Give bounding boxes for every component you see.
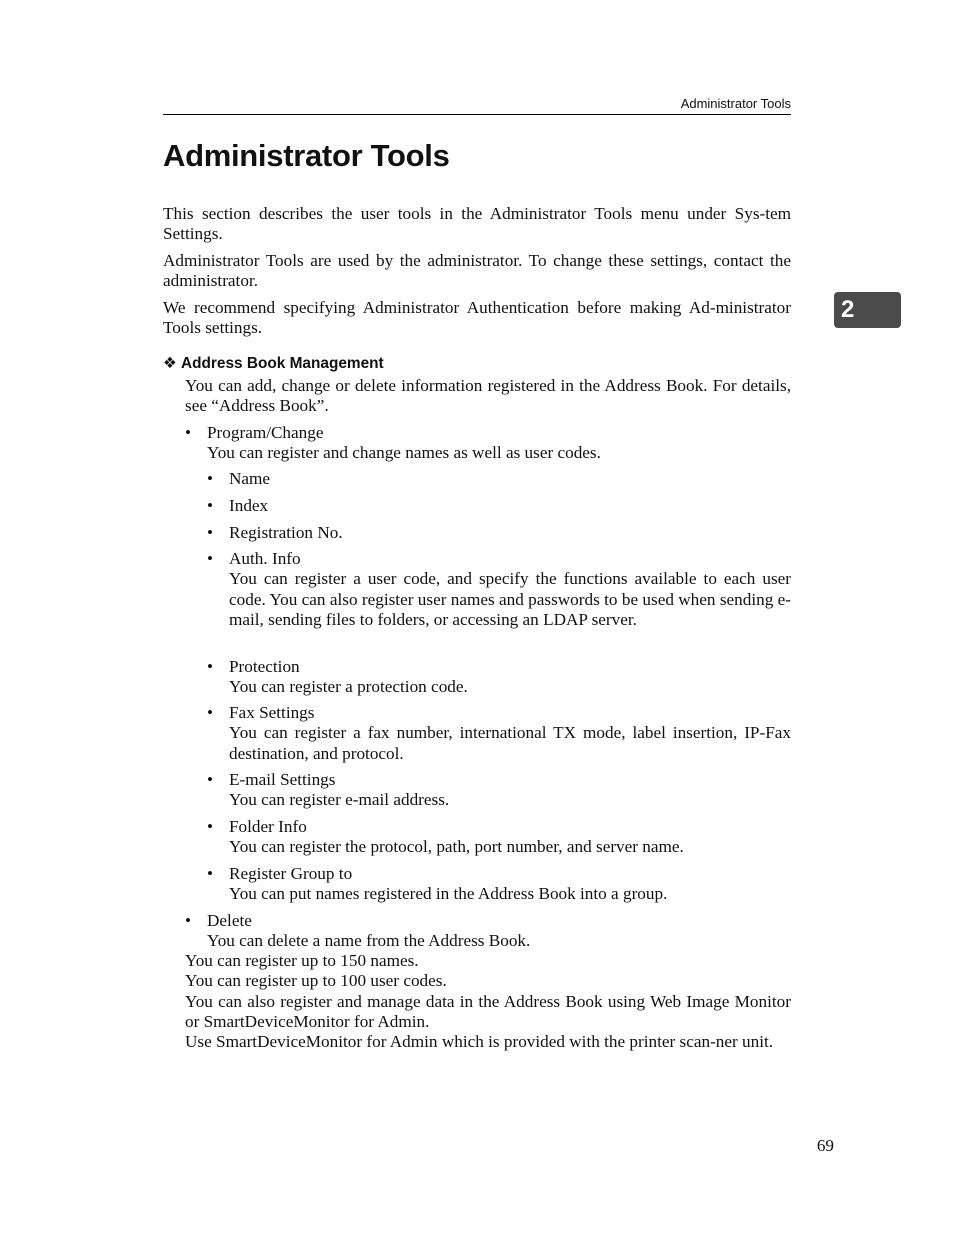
list-item-desc: You can register a fax number, international TX mode, label insertion, IP-Fax destination, and protocol. xyxy=(229,723,791,763)
bullet-icon: • xyxy=(207,864,214,883)
list-item-title: Register Group to xyxy=(229,864,353,883)
list-item xyxy=(207,657,791,698)
bullet-icon: • xyxy=(185,911,192,930)
list-item xyxy=(207,469,791,489)
page-number: 69 xyxy=(816,1136,834,1155)
list-item-desc: You can register and change names as well as user codes. xyxy=(207,443,601,463)
list-item-title: Folder Info xyxy=(229,817,307,836)
list-item-title: E-mail Settings xyxy=(229,770,336,789)
list-item-desc: You can delete a name from the Address Book. xyxy=(207,931,531,951)
bullet-icon: • xyxy=(185,423,192,442)
section-intro: You can add, change or delete information registered in the Address Book. For details, see “Address Book”. xyxy=(185,376,791,416)
list-item-title: Delete xyxy=(207,911,252,930)
bullet-icon: • xyxy=(207,523,214,542)
list-item xyxy=(207,864,791,905)
list-item-desc: You can register the protocol, path, port number, and server name. xyxy=(229,837,684,857)
page-title: Administrator Tools xyxy=(163,138,450,173)
note-text: You can register up to 100 user codes. xyxy=(185,971,447,990)
list-item-title: Protection xyxy=(229,657,300,676)
list-item xyxy=(207,703,791,764)
bullet-icon: • xyxy=(207,549,214,568)
section-heading-text: Address Book Management xyxy=(181,355,384,372)
list-item xyxy=(207,549,791,630)
intro-paragraph: This section describes the user tools in the Administrator Tools menu under Sys-tem Settings. xyxy=(163,204,791,244)
section-heading xyxy=(163,354,384,374)
header-rule xyxy=(163,114,791,115)
list-item xyxy=(207,770,791,811)
bullet-icon: • xyxy=(207,817,214,836)
list-item xyxy=(207,817,791,858)
list-item xyxy=(207,523,791,543)
diamond-icon: ❖ xyxy=(163,355,177,372)
list-item-desc: You can put names registered in the Address Book into a group. xyxy=(229,884,668,904)
running-header: Administrator Tools xyxy=(680,96,791,111)
bullet-icon: • xyxy=(207,469,214,488)
note-text: Use SmartDeviceMonitor for Admin which is provided with the printer scan-ner unit. xyxy=(185,1032,774,1051)
list-item-desc: You can register a protection code. xyxy=(229,677,468,697)
list-item-delete xyxy=(185,911,791,952)
bullet-icon: • xyxy=(207,496,214,515)
intro-paragraph: We recommend specifying Administrator Authentication before making Ad-ministrator Tools settings. xyxy=(163,298,791,338)
list-item-desc: You can register e-mail address. xyxy=(229,790,450,810)
list-item-title: Auth. Info xyxy=(229,549,301,568)
bullet-icon: • xyxy=(207,657,214,676)
intro-paragraph: Administrator Tools are used by the administrator. To change these settings, contact the administrator. xyxy=(163,251,791,291)
bullet-icon: • xyxy=(207,703,214,722)
list-item-title: Registration No. xyxy=(229,523,343,542)
note-text: You can register up to 150 names. xyxy=(185,951,419,970)
list-item-program-change xyxy=(185,423,791,464)
list-item-title: Program/Change xyxy=(207,423,324,442)
list-item-desc: You can register a user code, and specify the functions available to each user code. You can also register user names and passwords to be used when sending e-mail, sending files to folders, or accessing an LDAP server. xyxy=(229,569,791,629)
bullet-icon: • xyxy=(207,770,214,789)
list-item xyxy=(207,496,791,516)
list-item-title: Index xyxy=(229,496,269,515)
list-item-title: Name xyxy=(229,469,271,488)
chapter-tab: 2 xyxy=(834,292,901,328)
list-item-title: Fax Settings xyxy=(229,703,315,722)
note-text: You can also register and manage data in the Address Book using Web Image Monitor or SmartDeviceMonitor for Admin. xyxy=(185,992,791,1032)
